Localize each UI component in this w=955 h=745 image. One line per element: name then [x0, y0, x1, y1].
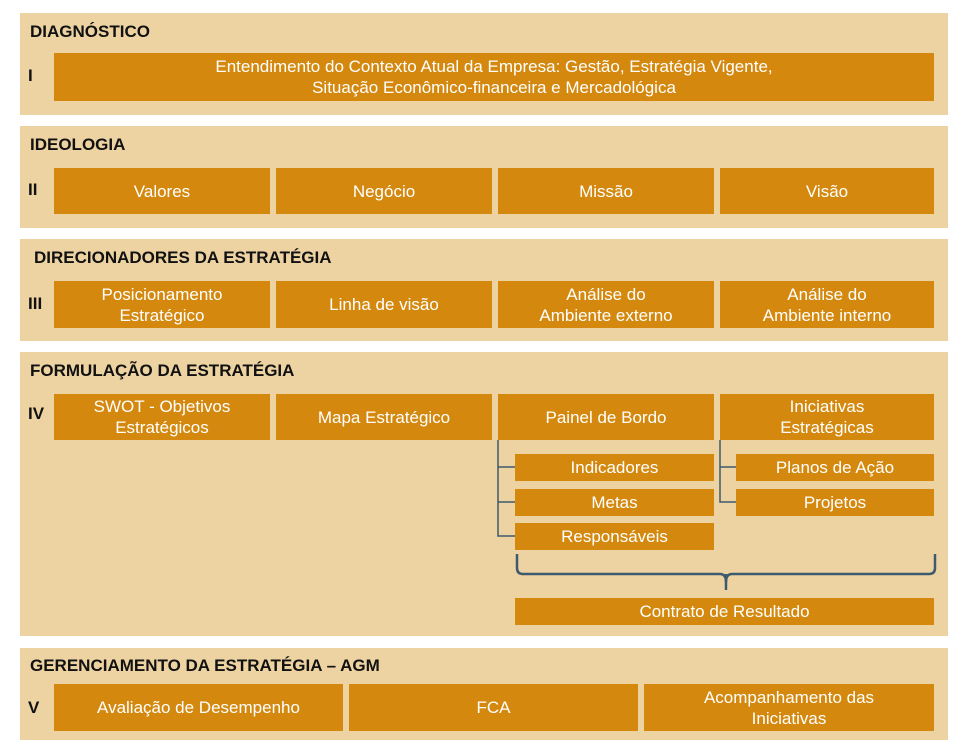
section-direcionadores: [20, 239, 948, 341]
box-acompanhamento: Acompanhamento das Iniciativas: [644, 684, 934, 731]
box-posicionamento: Posicionamento Estratégico: [54, 281, 270, 328]
box-swot: SWOT - Objetivos Estratégicos: [54, 394, 270, 440]
section-numeral: V: [28, 698, 40, 717]
section-numeral: I: [28, 66, 33, 85]
box-mapa-estrategico: Mapa Estratégico: [276, 394, 492, 440]
box-planos-acao: Planos de Ação: [736, 454, 934, 481]
box-contexto-atual: Entendimento do Contexto Atual da Empresa: Gestão, Estratégia Vigente, Situação Econômico-financeira e Mercadológica: [54, 53, 934, 101]
box-ambiente-externo: Análise do Ambiente externo: [498, 281, 714, 328]
box-metas: Metas: [515, 489, 714, 516]
box-missao: Missão: [498, 168, 714, 214]
section-numeral: III: [28, 294, 43, 313]
section-gerenciamento: [20, 648, 948, 740]
box-iniciativas: Iniciativas Estratégicas: [720, 394, 934, 440]
section-title: IDEOLOGIA: [30, 135, 126, 154]
section-diagnostico: [20, 13, 948, 115]
section-title: GERENCIAMENTO DA ESTRATÉGIA – AGM: [30, 656, 380, 675]
box-responsaveis: Responsáveis: [515, 523, 714, 550]
section-title: DIAGNÓSTICO: [30, 22, 150, 41]
box-painel-bordo: Painel de Bordo: [498, 394, 714, 440]
section-title: FORMULAÇÃO DA ESTRATÉGIA: [30, 361, 295, 380]
box-visao: Visão: [720, 168, 934, 214]
box-contrato-resultado: Contrato de Resultado: [515, 598, 934, 625]
box-projetos: Projetos: [736, 489, 934, 516]
box-ambiente-interno: Análise do Ambiente interno: [720, 281, 934, 328]
box-indicadores: Indicadores: [515, 454, 714, 481]
box-negocio: Negócio: [276, 168, 492, 214]
section-formulacao: [20, 352, 948, 636]
section-ideologia: [20, 126, 948, 228]
box-avaliacao-desempenho: Avaliação de Desempenho: [54, 684, 343, 731]
section-numeral: IV: [28, 404, 45, 423]
box-linha-visao: Linha de visão: [276, 281, 492, 328]
box-fca: FCA: [349, 684, 638, 731]
box-valores: Valores: [54, 168, 270, 214]
section-title: DIRECIONADORES DA ESTRATÉGIA: [34, 248, 332, 267]
section-numeral: II: [28, 180, 38, 199]
